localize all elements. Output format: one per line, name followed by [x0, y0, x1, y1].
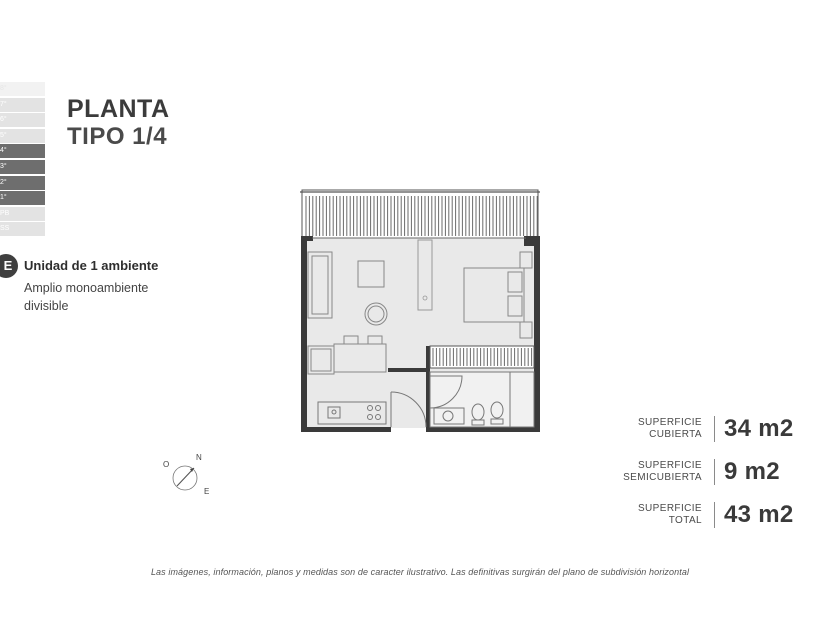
area-value: 9 m2	[724, 457, 780, 485]
area-row-semicovered	[612, 457, 822, 486]
area-value: 43 m2	[724, 500, 794, 528]
divider	[714, 502, 715, 528]
area-label: SUPERFICIE TOTAL	[637, 502, 702, 526]
floor-item-1: 1°	[0, 191, 45, 205]
page-title	[67, 96, 170, 151]
compass-west: O	[163, 460, 170, 469]
floor-item-2: 2°	[0, 176, 45, 190]
floor-item-8: 8°	[0, 82, 45, 96]
floor-item-5: 5°	[0, 129, 45, 143]
floor-item-4: 4°	[0, 144, 45, 158]
area-label: SUPERFICIE CUBIERTA	[637, 416, 702, 440]
bathroom	[430, 372, 534, 427]
semicovered-strip	[430, 346, 534, 368]
floor-item-7: 7°	[0, 98, 45, 112]
divider	[714, 416, 715, 442]
area-row-total	[612, 500, 822, 529]
title-sub: TIPO 1/4	[67, 123, 168, 150]
unit-badge: E	[0, 254, 18, 278]
area-row-covered	[612, 414, 822, 443]
area-value: 34 m2	[724, 414, 794, 442]
floor-index	[0, 82, 45, 238]
compass-north: N	[196, 453, 202, 462]
area-summary	[612, 414, 822, 543]
balcony-railing	[300, 190, 540, 240]
floor-plan	[298, 186, 544, 436]
compass-icon	[160, 450, 216, 498]
title-main: PLANTA	[67, 95, 170, 123]
compass-east: E	[204, 487, 210, 496]
floor-item-ss: SS	[0, 222, 45, 236]
disclaimer: Las imágenes, información, planos y medidas son de caracter ilustrativo. Las definitivas surgirán del plano de subdivisión horizontal	[150, 567, 690, 577]
floor-item-3: 3°	[0, 160, 45, 174]
unit-description: Amplio monoambiente divisible	[24, 281, 149, 313]
divider	[714, 459, 715, 485]
area-label: SUPERFICIE SEMICUBIERTA	[623, 459, 702, 483]
floor-item-pb: PB	[0, 207, 45, 221]
floor-item-6: 6°	[0, 113, 45, 127]
unit-title: Unidad de 1 ambiente	[24, 258, 159, 273]
